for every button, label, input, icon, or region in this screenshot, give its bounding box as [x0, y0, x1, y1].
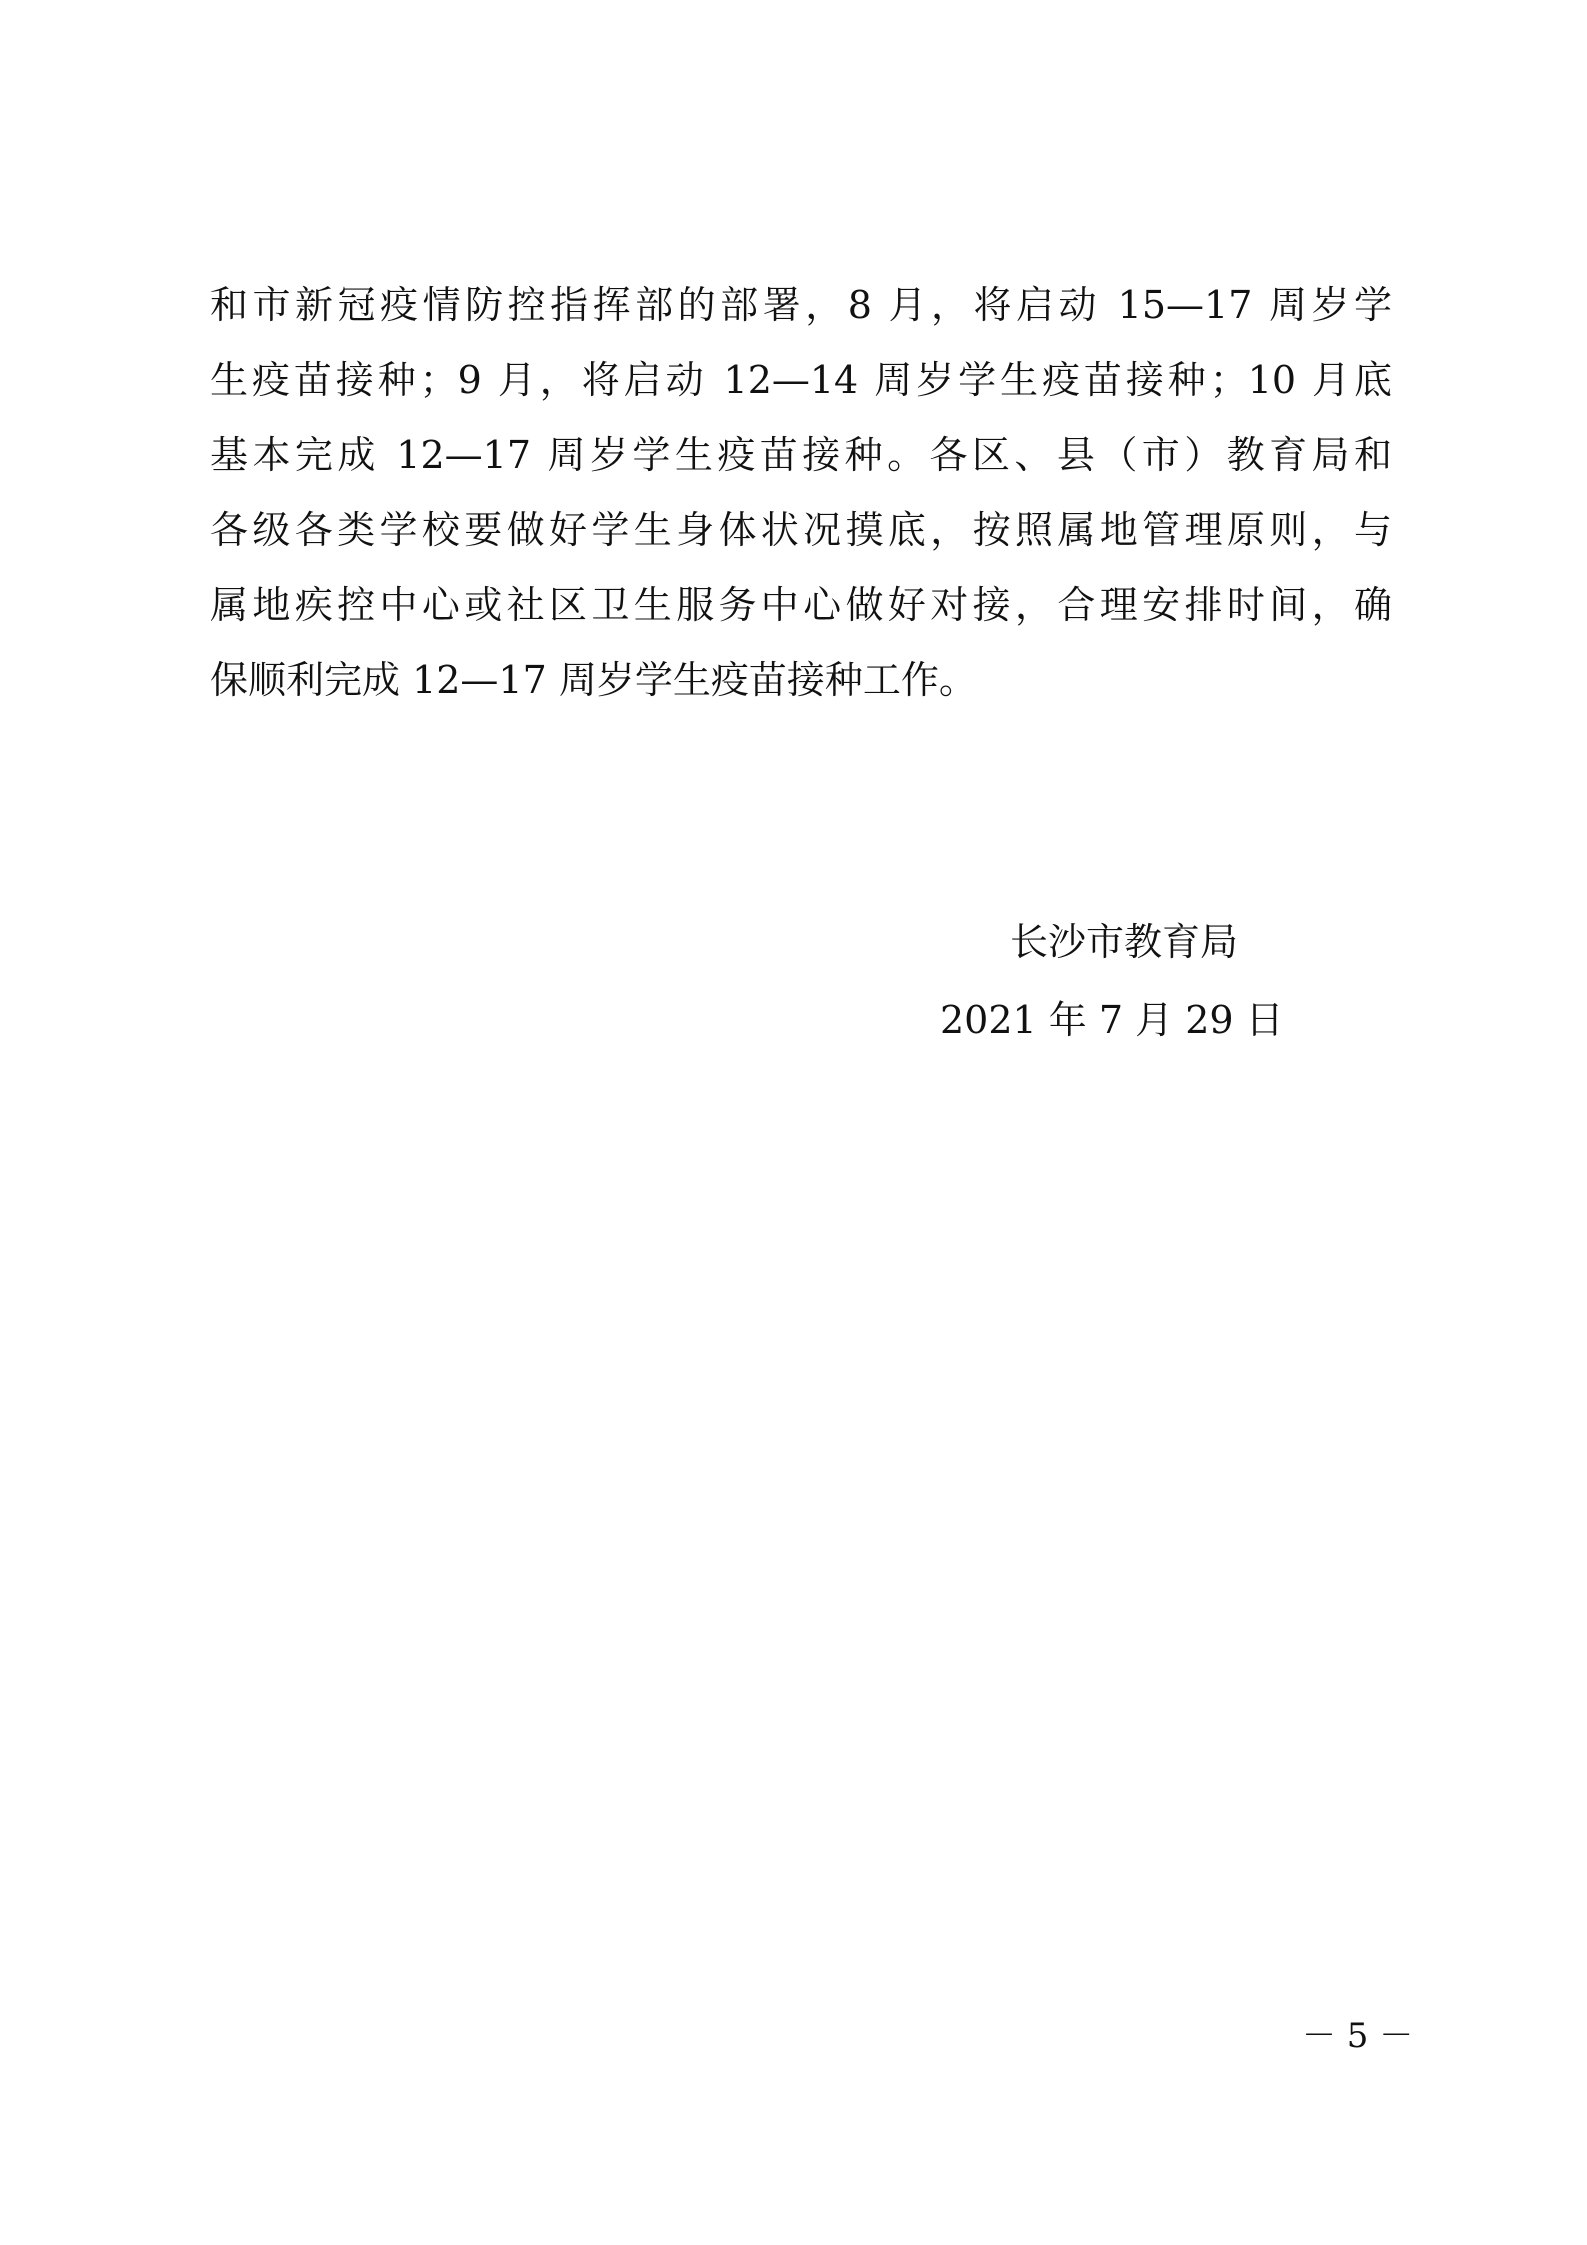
issuing-organization: 长沙市教育局 [1010, 920, 1239, 964]
body-line-5: 属地疾控中心或社区卫生服务中心做好对接，合理安排时间，确 [210, 583, 1392, 627]
body-line-6: 保顺利完成 12—17 周岁学生疫苗接种工作。 [210, 658, 977, 702]
body-line-3: 基本完成 12—17 周岁学生疫苗接种。各区、县（市）教育局和 [210, 433, 1392, 477]
body-line-1: 和市新冠疫情防控指挥部的部署，8 月，将启动 15—17 周岁学 [210, 283, 1392, 327]
body-paragraph [210, 268, 1392, 718]
page-number: － 5 － [1302, 2016, 1414, 2056]
issue-date: 2021 年 7 月 29 日 [940, 998, 1284, 1042]
body-line-4: 各级各类学校要做好学生身体状况摸底，按照属地管理原则，与 [210, 508, 1392, 552]
body-line-2: 生疫苗接种；9 月，将启动 12—14 周岁学生疫苗接种；10 月底 [210, 358, 1392, 402]
